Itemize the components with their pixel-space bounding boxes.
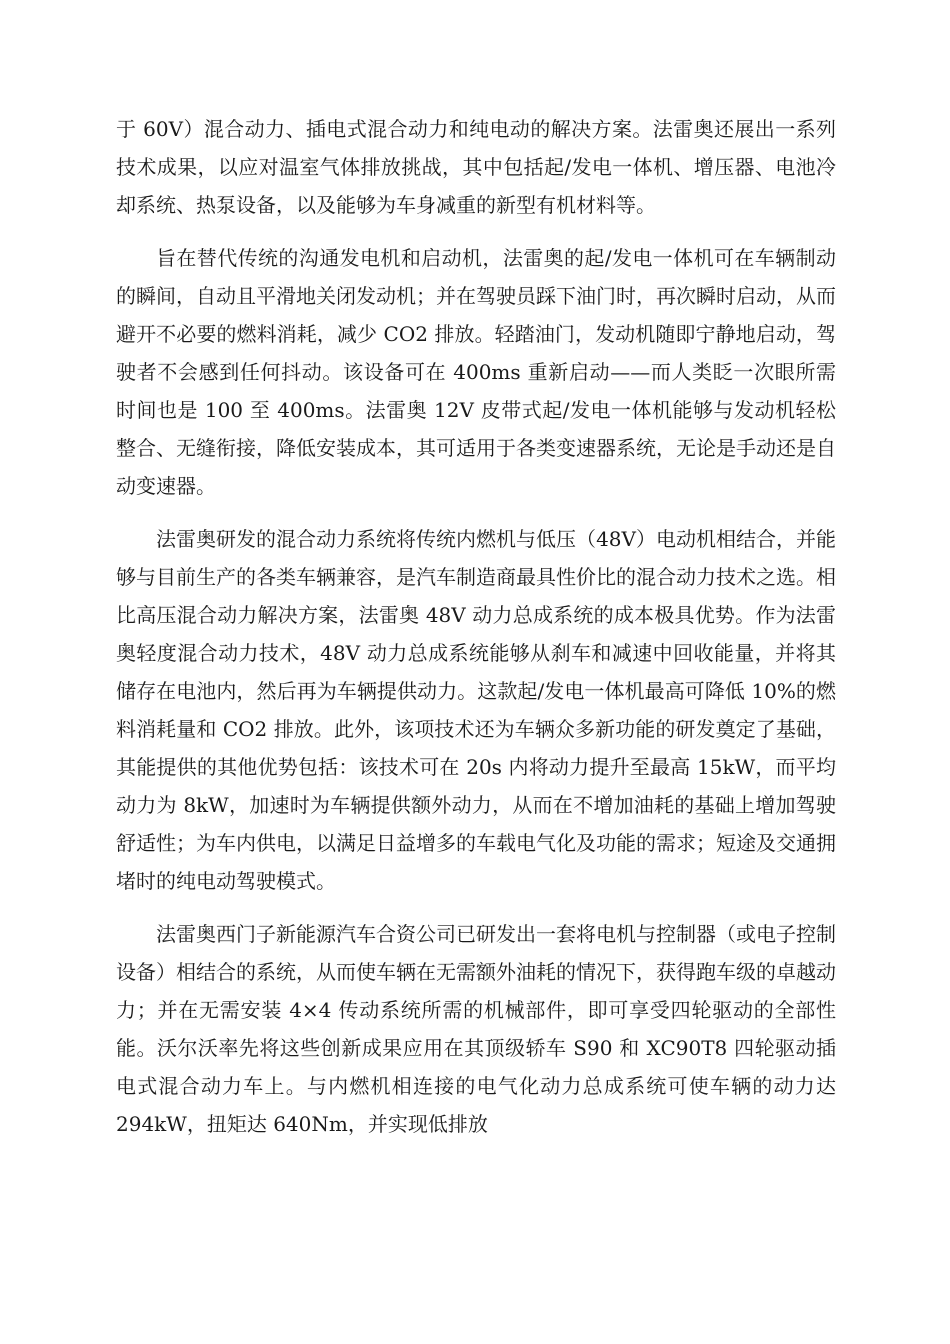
- paragraph-1: 于 60V）混合动力、插电式混合动力和纯电动的解决方案。法雷奥还展出一系列技术成果，以应对温室气体排放挑战，其中包括起/发电一体机、增压器、电池冷却系统、热泵设备，以及能够为车身减重的新型有机材料等。: [116, 117, 836, 217]
- document-body: [116, 110, 836, 1158]
- paragraph-2: 旨在替代传统的沟通发电机和启动机，法雷奥的起/发电一体机可在车辆制动的瞬间，自动且平滑地关闭发动机；并在驾驶员踩下油门时，再次瞬时启动，从而避开不必要的燃料消耗，减少 CO2 排放。轻踏油门，发动机随即宁静地启动，驾驶者不会感到任何抖动。该设备可在 400ms 重新启动——而人类眨一次眼所需时间也是 100 至 400ms。法雷奥 12V 皮带式起/发电一体机能够与发动机轻松整合、无缝衔接，降低安装成本，其可适用于各类变速器系统，无论是手动还是自动变速器。: [116, 246, 836, 498]
- paragraph-3: 法雷奥研发的混合动力系统将传统内燃机与低压（48V）电动机相结合，并能够与目前生产的各类车辆兼容，是汽车制造商最具性价比的混合动力技术之选。相比高压混合动力解决方案，法雷奥 48V 动力总成系统的成本极具优势。作为法雷奥轻度混合动力技术，48V 动力总成系统能够从刹车和减速中回收能量，并将其储存在电池内，然后再为车辆提供动力。这款起/发电一体机最高可降低 10%的燃料消耗量和 CO2 排放。此外，该项技术还为车辆众多新功能的研发奠定了基础，其能提供的其他优势包括：该技术可在 20s 内将动力提升至最高 15kW，而平均动力为 8kW，加速时为车辆提供额外动力，从而在不增加油耗的基础上增加驾驶舒适性；为车内供电，以满足日益增多的车载电气化及功能的需求；短途及交通拥堵时的纯电动驾驶模式。: [116, 527, 836, 893]
- paragraph-4: 法雷奥西门子新能源汽车合资公司已研发出一套将电机与控制器（或电子控制设备）相结合的系统，从而使车辆在无需额外油耗的情况下，获得跑车级的卓越动力；并在无需安装 4×4 传动系统所需的机械部件，即可享受四轮驱动的全部性能。沃尔沃率先将这些创新成果应用在其顶级轿车 S90 和 XC90T8 四轮驱动插电式混合动力车上。与内燃机相连接的电气化动力总成系统可使车辆的动力达 294kW，扭矩达 640Nm，并实现低排放: [116, 922, 836, 1136]
